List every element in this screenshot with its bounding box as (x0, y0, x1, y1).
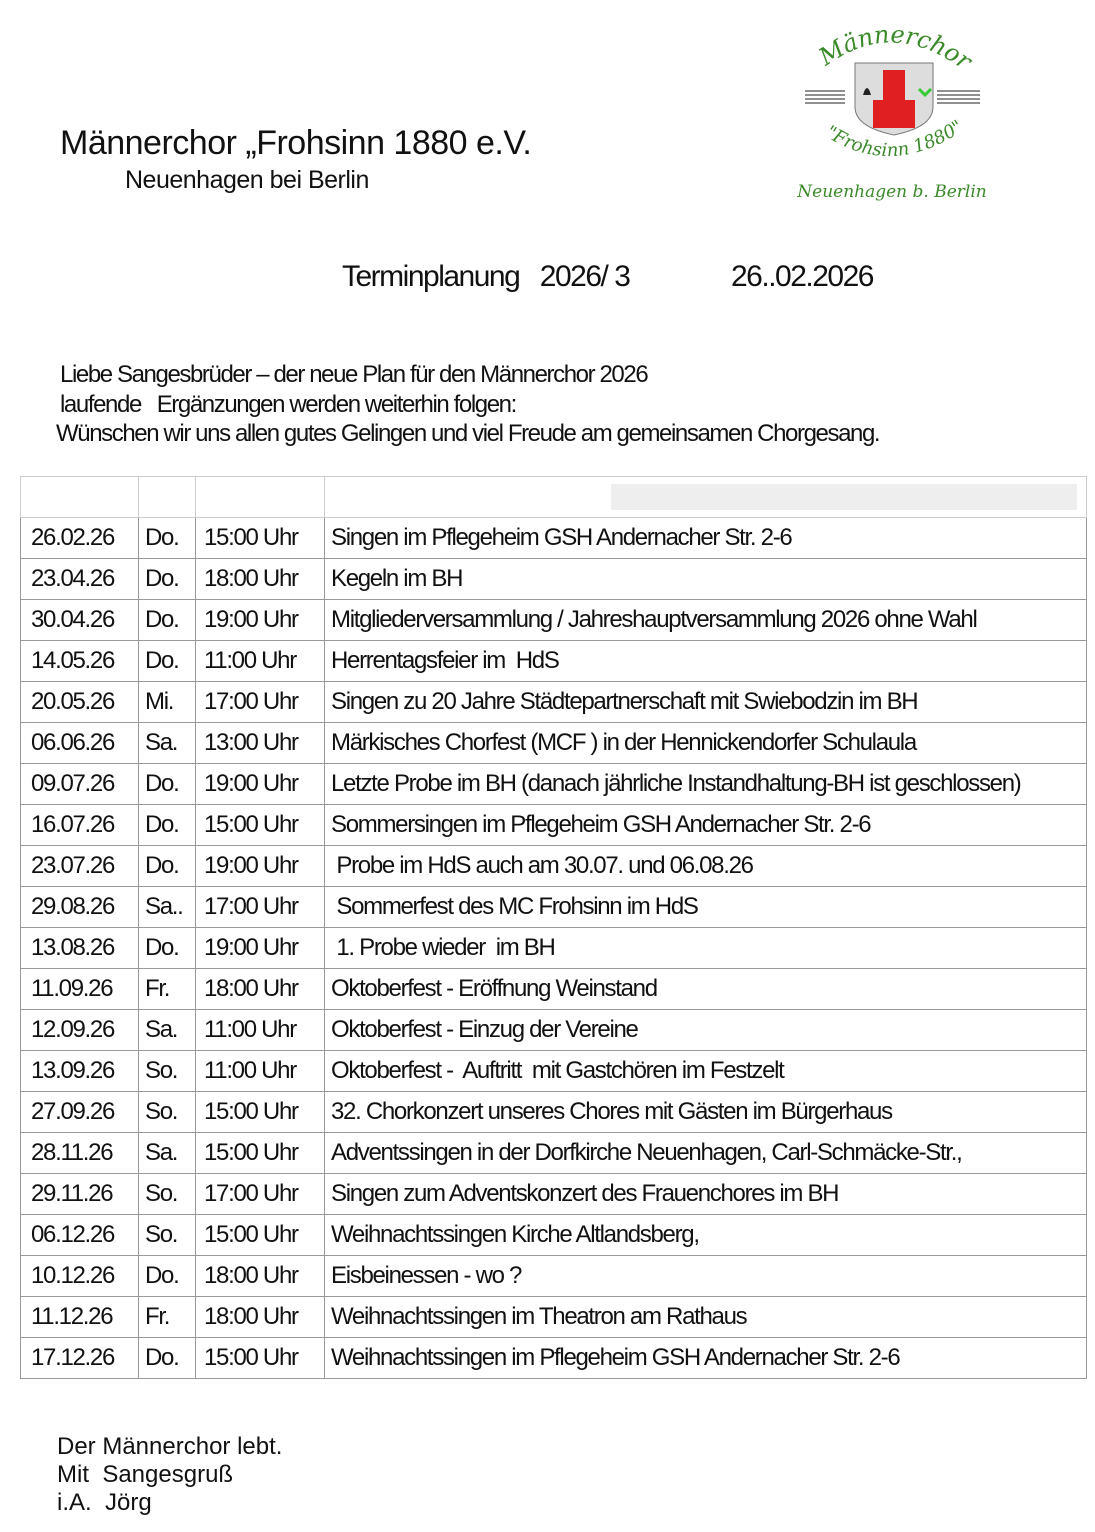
time-cell: 15:00 Uhr (196, 1133, 325, 1174)
logo-bottom-text: Neuenhagen b. Berlin (797, 182, 987, 202)
weekday-cell: Sa.. (139, 887, 196, 928)
event-cell: Singen zum Adventskonzert des Frauenchores im BH (325, 1174, 1087, 1215)
table-row (21, 600, 1087, 641)
date-cell: 30.04.26 (21, 600, 139, 641)
date-cell: 10.12.26 (21, 1256, 139, 1297)
event-cell: Oktoberfest - Auftritt mit Gastchören im Festzelt (325, 1051, 1087, 1092)
event-cell: Singen zu 20 Jahre Städtepartnerschaft mit Swiebodzin im BH (325, 682, 1087, 723)
weekday-cell: Do. (139, 641, 196, 682)
table-row (21, 969, 1087, 1010)
plan-date: 26..02.2026 (731, 260, 873, 293)
time-cell: 11:00 Uhr (196, 641, 325, 682)
time-cell: 19:00 Uhr (196, 846, 325, 887)
event-cell: Probe im HdS auch am 30.07. und 06.08.26 (325, 846, 1087, 887)
date-cell: 28.11.26 (21, 1133, 139, 1174)
intro-line: Wünschen wir uns allen gutes Gelingen und viel Freude am gemeinsamen Chorgesang. (56, 420, 880, 447)
table-row (21, 1051, 1087, 1092)
date-cell: 11.09.26 (21, 969, 139, 1010)
weekday-cell: Do. (139, 1256, 196, 1297)
event-cell: Märkisches Chorfest (MCF ) in der Hennickendorfer Schulaula (325, 723, 1087, 764)
event-cell: Weihnachtssingen im Theatron am Rathaus (325, 1297, 1087, 1338)
time-cell: 15:00 Uhr (196, 518, 325, 559)
weekday-cell: Do. (139, 846, 196, 887)
date-cell: 11.12.26 (21, 1297, 139, 1338)
event-cell: 1. Probe wieder im BH (325, 928, 1087, 969)
date-cell: 06.06.26 (21, 723, 139, 764)
table-row (21, 518, 1087, 559)
weekday-cell: Do. (139, 518, 196, 559)
event-cell: Singen im Pflegeheim GSH Andernacher Str. 2-6 (325, 518, 1087, 559)
event-cell: Weihnachtssingen im Pflegeheim GSH Andernacher Str. 2-6 (325, 1338, 1087, 1379)
table-row (21, 559, 1087, 600)
building-icon (873, 100, 915, 128)
time-cell: 15:00 Uhr (196, 805, 325, 846)
table-row (21, 682, 1087, 723)
event-cell: Letzte Probe im BH (danach jährliche Instandhaltung-BH ist geschlossen) (325, 764, 1087, 805)
time-cell: 19:00 Uhr (196, 928, 325, 969)
table-row (21, 1010, 1087, 1051)
weekday-cell: Mi. (139, 682, 196, 723)
time-cell: 18:00 Uhr (196, 969, 325, 1010)
closing-line: i.A. Jörg (57, 1489, 152, 1516)
table-row (21, 1133, 1087, 1174)
date-cell: 23.04.26 (21, 559, 139, 600)
table-row (21, 1297, 1087, 1338)
weekday-cell: So. (139, 1174, 196, 1215)
date-cell: 16.07.26 (21, 805, 139, 846)
club-logo (785, 15, 1000, 205)
schedule-table (20, 476, 1087, 1379)
table-row (21, 1174, 1087, 1215)
weekday-cell: Sa. (139, 723, 196, 764)
event-cell: Herrentagsfeier im HdS (325, 641, 1087, 682)
date-cell: 29.11.26 (21, 1174, 139, 1215)
time-cell: 13:00 Uhr (196, 723, 325, 764)
event-cell: Kegeln im BH (325, 559, 1087, 600)
event-cell: Oktoberfest - Einzug der Vereine (325, 1010, 1087, 1051)
event-cell: Oktoberfest - Eröffnung Weinstand (325, 969, 1087, 1010)
closing-line: Mit Sangesgruß (57, 1461, 234, 1488)
table-row (21, 1215, 1087, 1256)
weekday-cell: Fr. (139, 1297, 196, 1338)
weekday-cell: Do. (139, 805, 196, 846)
time-cell: 15:00 Uhr (196, 1092, 325, 1133)
table-header-row (21, 477, 1087, 518)
logo-top-text: Männerchor (813, 20, 977, 76)
date-cell: 20.05.26 (21, 682, 139, 723)
weekday-cell: So. (139, 1092, 196, 1133)
time-cell: 11:00 Uhr (196, 1010, 325, 1051)
date-cell: 12.09.26 (21, 1010, 139, 1051)
event-cell: Eisbeinessen - wo ? (325, 1256, 1087, 1297)
weekday-cell: Do. (139, 600, 196, 641)
table-row (21, 887, 1087, 928)
weekday-cell: So. (139, 1051, 196, 1092)
date-cell: 17.12.26 (21, 1338, 139, 1379)
event-cell: Weihnachtssingen Kirche Altlandsberg, (325, 1215, 1087, 1256)
table-row (21, 764, 1087, 805)
intro-line: Liebe Sangesbrüder – der neue Plan für den Männerchor 2026 (60, 361, 648, 388)
weekday-cell: Fr. (139, 969, 196, 1010)
time-cell: 18:00 Uhr (196, 1297, 325, 1338)
time-cell: 15:00 Uhr (196, 1215, 325, 1256)
event-cell: Mitgliederversammlung / Jahreshauptversammlung 2026 ohne Wahl (325, 600, 1087, 641)
table-row (21, 846, 1087, 887)
time-cell: 17:00 Uhr (196, 1174, 325, 1215)
date-cell: 26.02.26 (21, 518, 139, 559)
weekday-cell: Sa. (139, 1010, 196, 1051)
time-cell: 18:00 Uhr (196, 559, 325, 600)
header-shading (611, 484, 1077, 510)
date-cell: 13.08.26 (21, 928, 139, 969)
date-cell: 27.09.26 (21, 1092, 139, 1133)
intro-line: laufende Ergänzungen werden weiterhin folgen: (60, 391, 516, 418)
event-cell: Sommersingen im Pflegeheim GSH Andernacher Str. 2-6 (325, 805, 1087, 846)
date-cell: 13.09.26 (21, 1051, 139, 1092)
weekday-cell: Do. (139, 559, 196, 600)
event-cell: Adventssingen in der Dorfkirche Neuenhagen, Carl-Schmäcke-Str., (325, 1133, 1087, 1174)
weekday-cell: Sa. (139, 1133, 196, 1174)
time-cell: 19:00 Uhr (196, 764, 325, 805)
date-cell: 29.08.26 (21, 887, 139, 928)
table-row (21, 1092, 1087, 1133)
club-title: Männerchor „Frohsinn 1880 e.V. (60, 124, 532, 162)
date-cell: 14.05.26 (21, 641, 139, 682)
date-cell: 06.12.26 (21, 1215, 139, 1256)
logo-middle-text: "Frohsinn 1880" (821, 116, 967, 162)
time-cell: 19:00 Uhr (196, 600, 325, 641)
date-cell: 09.07.26 (21, 764, 139, 805)
table-row (21, 641, 1087, 682)
club-location: Neuenhagen bei Berlin (125, 166, 369, 194)
time-cell: 11:00 Uhr (196, 1051, 325, 1092)
weekday-cell: So. (139, 1215, 196, 1256)
table-row (21, 1256, 1087, 1297)
weekday-cell: Do. (139, 928, 196, 969)
weekday-cell: Do. (139, 1338, 196, 1379)
time-cell: 18:00 Uhr (196, 1256, 325, 1297)
event-cell: 32. Chorkonzert unseres Chores mit Gästen im Bürgerhaus (325, 1092, 1087, 1133)
date-cell: 23.07.26 (21, 846, 139, 887)
event-cell: Sommerfest des MC Frohsinn im HdS (325, 887, 1087, 928)
table-row (21, 928, 1087, 969)
time-cell: 15:00 Uhr (196, 1338, 325, 1379)
table-row (21, 723, 1087, 764)
closing-line: Der Männerchor lebt. (57, 1433, 283, 1460)
plan-label: Terminplanung 2026/ 3 (342, 260, 630, 293)
time-cell: 17:00 Uhr (196, 682, 325, 723)
table-row (21, 805, 1087, 846)
weekday-cell: Do. (139, 764, 196, 805)
time-cell: 17:00 Uhr (196, 887, 325, 928)
table-row (21, 1338, 1087, 1379)
